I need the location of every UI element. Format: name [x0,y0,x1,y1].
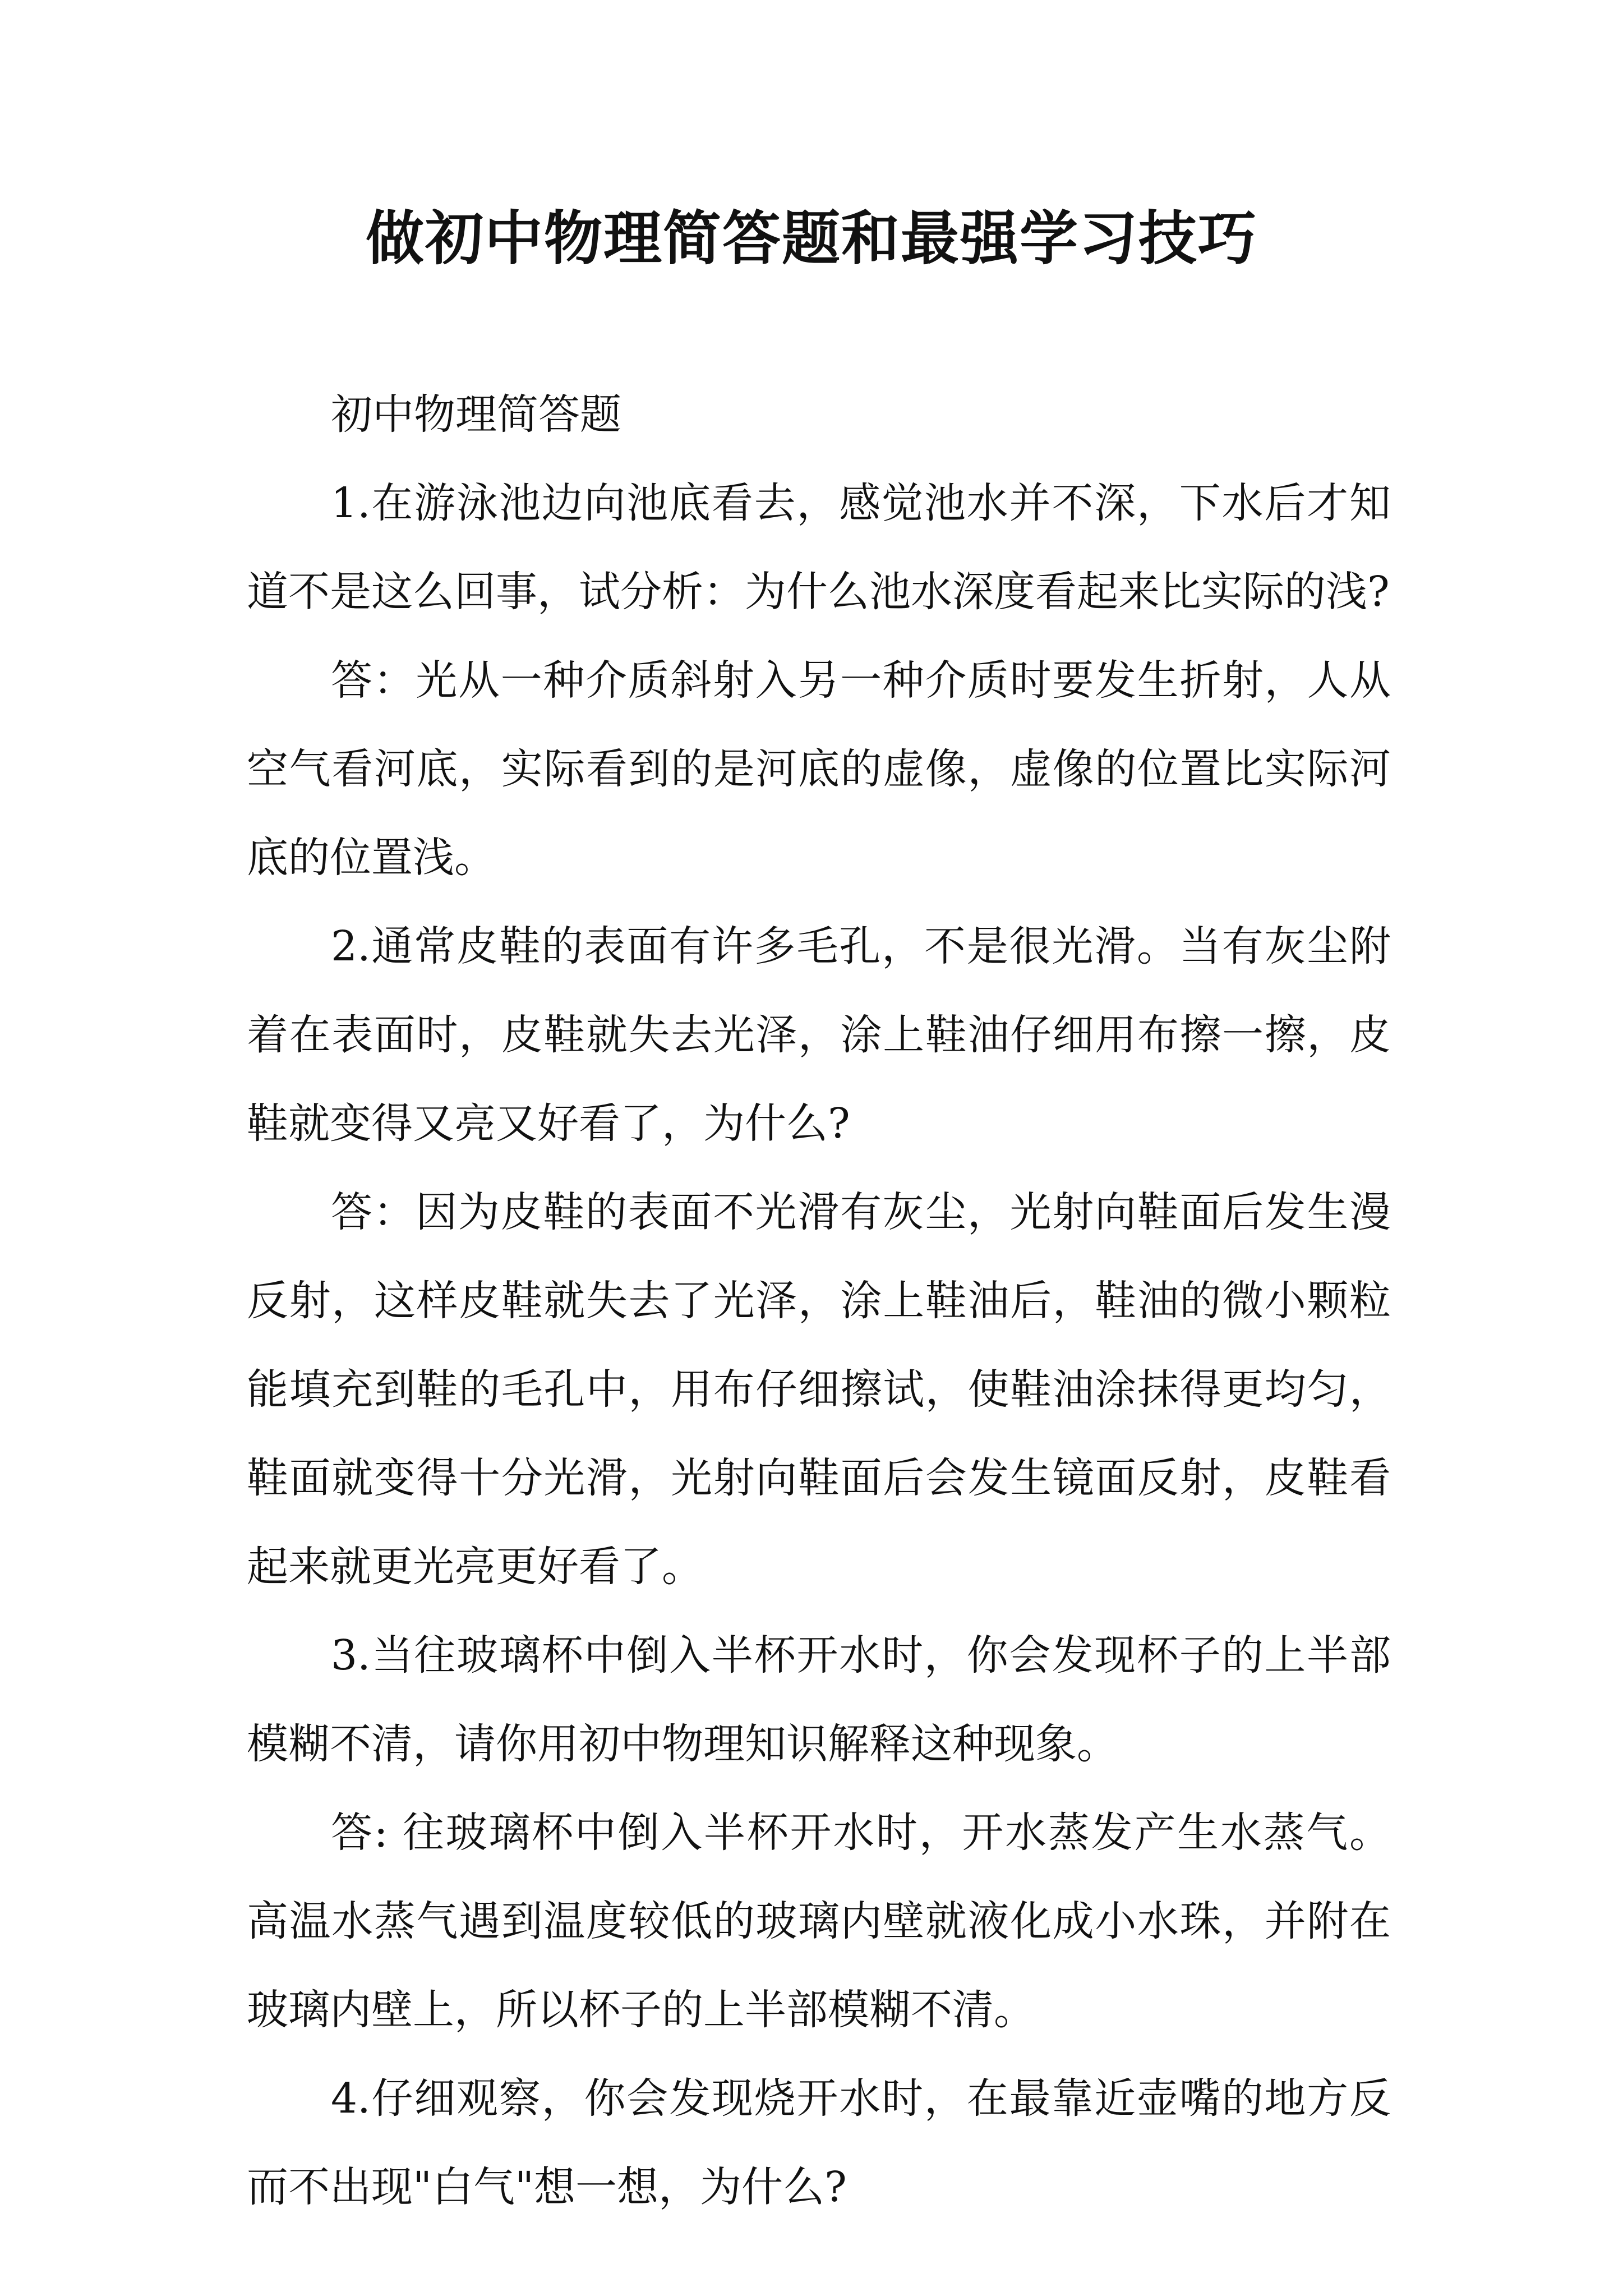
answer-1: 答：光从一种介质斜射入另一种介质时要发生折射，人从空气看河底，实际看到的是河底的虚像，虚像的位置比实际河底的位置浅。 [247,656,1391,882]
section-heading: 初中物理简答题 [331,390,621,439]
question-3: 3.当往玻璃杯中倒入半杯开水时，你会发现杯子的上半部模糊不清，请你用初中物理知识解释这种现象。 [247,1631,1391,1768]
question-4: 4.仔细观察，你会发现烧开水时，在最靠近壶嘴的地方反而不出现"白气"想一想，为什么? [247,2074,1391,2211]
document-body [247,370,1391,2231]
question-2: 2.通常皮鞋的表面有许多毛孔，不是很光滑。当有灰尘附着在表面时，皮鞋就失去光泽，涂上鞋油仔细用布擦一擦，皮鞋就变得又亮又好看了，为什么? [247,922,1391,1148]
question-1: 1.在游泳池边向池底看去，感觉池水并不深，下水后才知道不是这么回事，试分析：为什么池水深度看起来比实际的浅? [247,479,1391,616]
answer-2: 答：因为皮鞋的表面不光滑有灰尘，光射向鞋面后发生漫反射，这样皮鞋就失去了光泽，涂上鞋油后，鞋油的微小颗粒能填充到鞋的毛孔中，用布仔细擦试，使鞋油涂抹得更均匀，鞋面就变得十分光滑，光射向鞋面后会发生镜面反射，皮鞋看起来就更光亮更好看了。 [247,1188,1391,1591]
document-title: 做初中物理简答题和最强学习技巧 [365,204,1257,273]
answer-3: 答: 往玻璃杯中倒入半杯开水时，开水蒸发产生水蒸气。高温水蒸气遇到温度较低的玻璃内壁就液化成小水珠，并附在玻璃内壁上，所以杯子的上半部模糊不清。 [247,1809,1391,2034]
